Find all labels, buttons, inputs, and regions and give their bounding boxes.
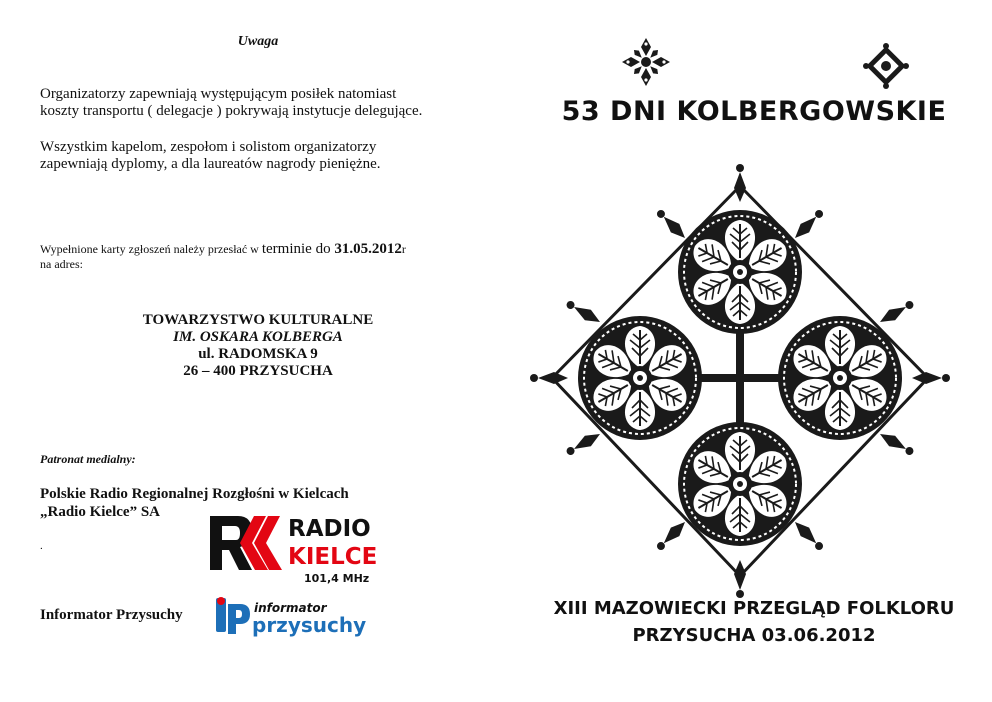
papercut-rosette-diamond-icon — [540, 172, 940, 592]
paragraph-line: Organizatorzy zapewniają występującym posiłek natomiast — [40, 86, 397, 102]
logo-word-przysuchy: przysuchy — [252, 613, 367, 637]
paragraph-line: zapewniają dyplomy, a dla laureatów nagrody pieniężne. — [40, 156, 381, 172]
deadline-pre: Wypełnione karty zgłoszeń należy przesłać w — [40, 242, 262, 256]
media-patronage-label: Patronat medialny: — [40, 452, 136, 466]
radio-line: „Radio Kielce” SA — [40, 504, 160, 520]
paragraph-line: koszty transportu ( delegacje ) pokrywają instytucje delegujące. — [40, 103, 423, 119]
event-title: 53 DNI KOLBERGOWSKIE — [561, 96, 947, 127]
radio-line: Polskie Radio Regionalnej Rozgłośni w Kielcach — [40, 486, 349, 502]
paragraph-line: Wszystkim kapelom, zespołom i solistom organizatorzy — [40, 139, 377, 155]
logo-word-radio: RADIO — [288, 516, 371, 542]
informator-label: Informator Przysuchy — [40, 607, 183, 623]
deadline-date: 31.05.2012 — [334, 241, 402, 257]
notice-heading: Uwaga — [237, 34, 279, 49]
event-place-date: PRZYSUCHA 03.06.2012 — [632, 625, 876, 646]
address-line: TOWARZYSTWO KULTURALNE — [142, 312, 374, 328]
informator-przysuchy-logo — [216, 596, 367, 638]
logo-word-kielce: KIELCE — [288, 544, 378, 570]
papercut-ornament-icon — [620, 36, 672, 88]
diplomas-paragraph — [40, 139, 480, 173]
address-line: IM. OSKARA KOLBERGA — [173, 329, 343, 345]
event-subtitle: XIII MAZOWIECKI PRZEGLĄD FOLKLORU — [553, 598, 955, 619]
address-line: ul. RADOMSKA 9 — [198, 346, 318, 362]
deadline-text — [40, 242, 510, 272]
deadline-line2: na adres: — [40, 257, 83, 271]
organizer-address — [0, 312, 516, 380]
meals-transport-paragraph — [40, 86, 480, 120]
address-line: 26 – 400 PRZYSUCHA — [183, 363, 333, 379]
papercut-ornament-icon — [862, 42, 910, 90]
deadline-suffix: r — [401, 242, 406, 256]
logo-frequency: 101,4 MHz — [304, 572, 370, 585]
radio-kielce-logo — [208, 512, 378, 588]
logo-word-informator: informator — [254, 601, 327, 615]
stray-dot: . — [40, 540, 43, 552]
deadline-terminie: terminie do — [261, 241, 335, 257]
